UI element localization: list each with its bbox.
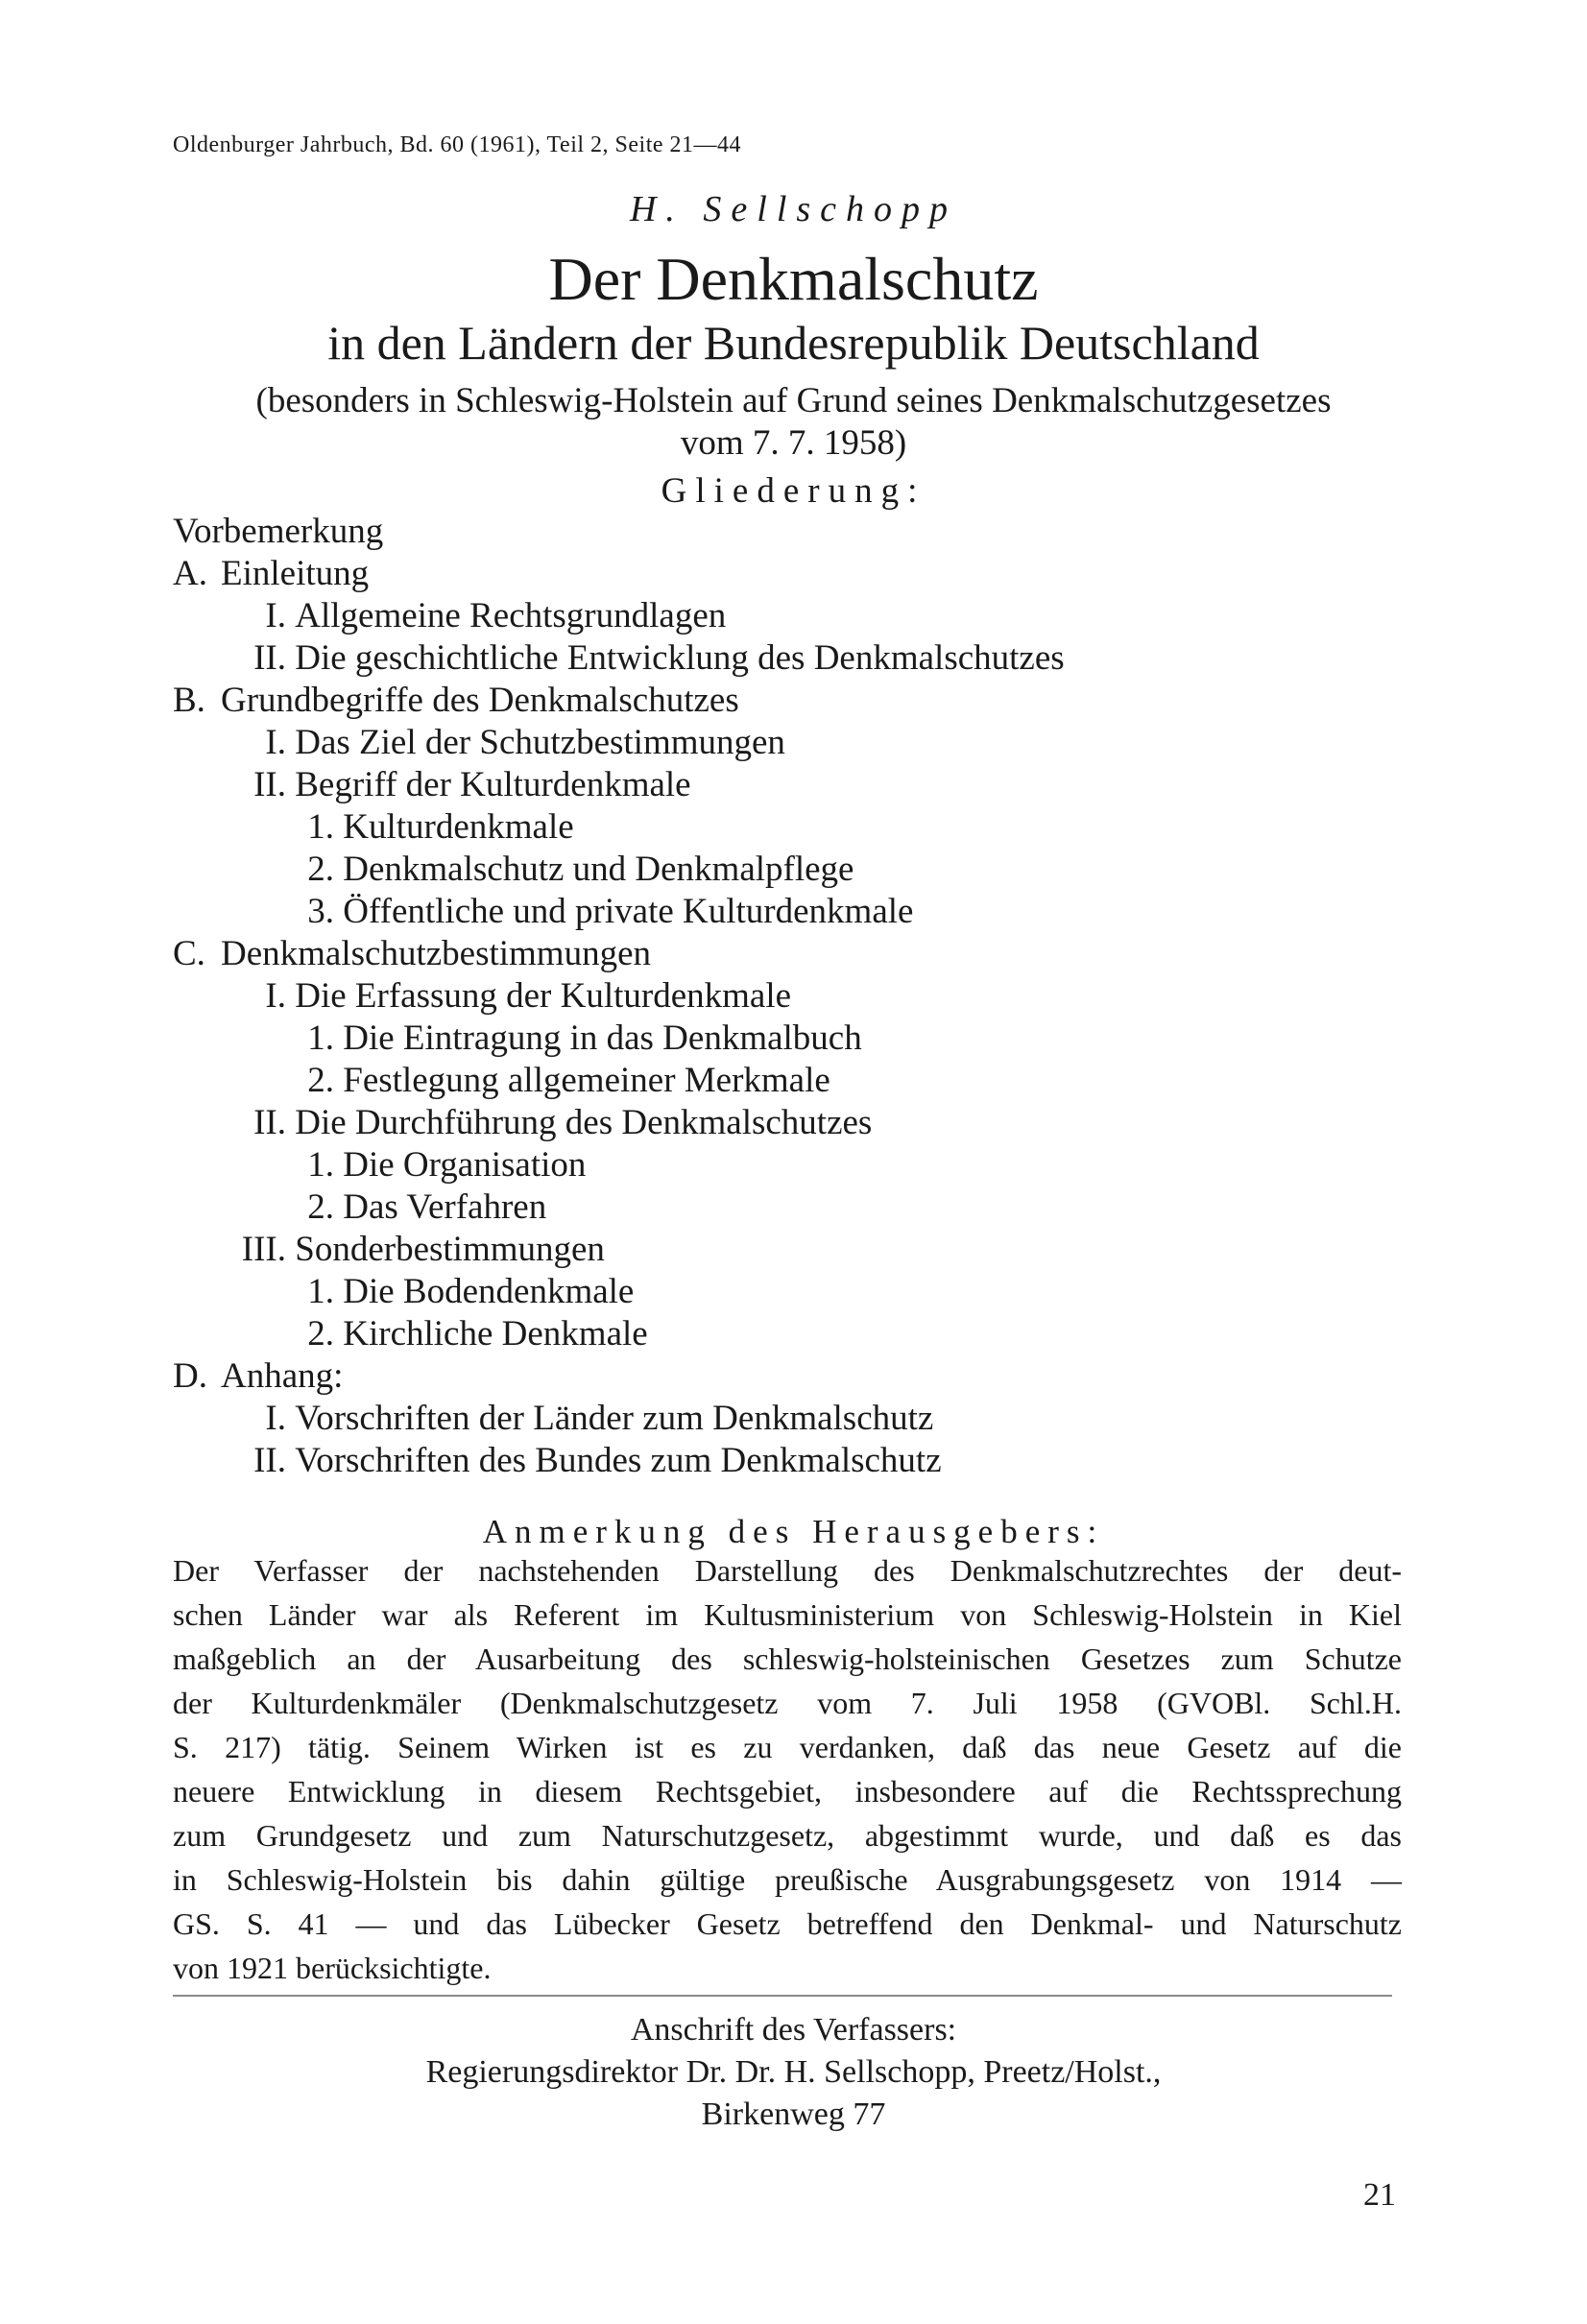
note-line: neuere Entwicklung in diesem Rechtsgebiet, insbesondere auf die Rechtssprechung (173, 1774, 1402, 1809)
toc-item (294, 1271, 634, 1312)
toc-text: Vorschriften des Bundes zum Denkmalschutz (295, 1441, 942, 1480)
toc-number: 1. (307, 1018, 334, 1058)
toc-item (294, 806, 574, 848)
toc-item (173, 553, 369, 594)
toc-number: III. (241, 1230, 286, 1269)
toc-item (294, 1018, 862, 1059)
note-line: Der Verfasser der nachstehenden Darstellung des Denkmalschutzrechtes der deut- (173, 1553, 1402, 1588)
toc-item (217, 595, 726, 636)
page-number: 21 (1363, 2177, 1396, 2213)
toc-text: Die Organisation (343, 1145, 587, 1185)
toc-text: Grundbegriffe des Denkmalschutzes (221, 681, 739, 720)
toc-number: I. (265, 976, 286, 1016)
note-line: schen Länder war als Referent im Kultusministerium von Schleswig-Holstein in Kiel (173, 1597, 1402, 1632)
toc-item (173, 680, 739, 721)
address-label: Anschrift des Verfassers: (630, 2012, 957, 2048)
toc-text: Anhang: (221, 1356, 344, 1396)
toc-item (294, 1313, 648, 1354)
note-line: S. 217) tätig. Seinem Wirken ist es zu verdanken, daß das neue Gesetz auf die (173, 1730, 1402, 1764)
note-line: zum Grundgesetz und zum Naturschutzgesetz, abgestimmt wurde, und daß es das (173, 1818, 1402, 1853)
toc-text: Allgemeine Rechtsgrundlagen (295, 596, 727, 635)
toc-item (173, 1355, 343, 1397)
toc-text: Kirchliche Denkmale (343, 1314, 648, 1354)
toc-text: Denkmalschutzbestimmungen (221, 934, 652, 973)
toc-number: A. (173, 554, 207, 593)
toc-number: B. (173, 681, 205, 720)
toc-number: II. (253, 765, 286, 804)
page-title: Der Denkmalschutz (548, 245, 1039, 313)
note-line: von 1921 berücksichtigte. (173, 1951, 492, 1985)
toc-item (217, 722, 785, 763)
toc-text: Kulturdenkmale (343, 807, 574, 847)
toc-text: Vorschriften der Länder zum Denkmalschutz (295, 1399, 934, 1438)
separator-rule (173, 1995, 1392, 1997)
toc-item (294, 1186, 546, 1228)
toc-item (217, 1102, 872, 1143)
toc-number: D. (173, 1356, 207, 1396)
toc-text: Die Durchführung des Denkmalschutzes (295, 1103, 873, 1142)
toc-item (294, 1144, 586, 1186)
note-line: der Kulturdenkmäler (Denkmalschutzgesetz vom 7. Juli 1958 (GVOBl. Schl.H. (173, 1686, 1402, 1720)
toc-item (294, 891, 913, 932)
address-street: Birkenweg 77 (701, 2096, 886, 2132)
toc-text: Die Eintragung in das Denkmalbuch (343, 1018, 862, 1058)
toc-text: Die Erfassung der Kulturdenkmale (295, 976, 792, 1016)
toc-text: Das Ziel der Schutzbestimmungen (295, 723, 785, 762)
toc-number: 2. (307, 850, 334, 889)
page-subtitle-note: (besonders in Schleswig-Holstein auf Grund seines Denkmalschutzgesetzes (255, 381, 1332, 420)
toc-text: Einleitung (221, 554, 370, 593)
toc-number: II. (253, 1441, 286, 1480)
address-name: Regierungsdirektor Dr. Dr. H. Sellschopp, Preetz/Holst., (425, 2054, 1162, 2090)
note-line: GS. S. 41 — und das Lübecker Gesetz betreffend den Denkmal- und Naturschutz (173, 1906, 1402, 1941)
editor-note-heading: Anmerkung des Herausgebers: (482, 1513, 1105, 1550)
toc-number: 1. (307, 807, 334, 847)
note-line: maßgeblich an der Ausarbeitung des schleswig-holsteinischen Gesetzes zum Schutze (173, 1641, 1402, 1676)
law-date: vom 7. 7. 1958) (680, 423, 907, 463)
toc-text: Die geschichtliche Entwicklung des Denkmalschutzes (295, 638, 1065, 678)
toc-number: 1. (307, 1145, 334, 1185)
author-name: H. Sellschopp (629, 189, 958, 229)
toc-number: I. (265, 723, 286, 762)
toc-number: I. (265, 1399, 286, 1438)
toc-number: 2. (307, 1187, 334, 1227)
journal-source-line: Oldenburger Jahrbuch, Bd. 60 (1961), Teil 2, Seite 21—44 (173, 132, 742, 157)
toc-text: Das Verfahren (343, 1187, 547, 1227)
toc-number: II. (253, 1103, 286, 1142)
toc-number: 3. (307, 892, 334, 931)
toc-item (217, 975, 791, 1017)
toc-text: Begriff der Kulturdenkmale (295, 765, 691, 804)
toc-item (217, 764, 691, 805)
toc-item (217, 1440, 942, 1481)
outline-heading: Gliederung: (661, 471, 926, 511)
toc-number: 2. (307, 1061, 334, 1100)
toc-text: Die Bodendenkmale (343, 1272, 635, 1311)
toc-number: C. (173, 934, 205, 973)
toc-text: Vorbemerkung (173, 512, 384, 551)
toc-text: Denkmalschutz und Denkmalpflege (343, 850, 854, 889)
toc-item (217, 637, 1065, 679)
toc-number: 2. (307, 1314, 334, 1354)
toc-number: I. (265, 596, 286, 635)
note-line: in Schleswig-Holstein bis dahin gültige preußische Ausgrabungsgesetz von 1914 — (173, 1862, 1402, 1897)
toc-item (173, 933, 651, 974)
toc-item (173, 511, 383, 552)
toc-number: II. (253, 638, 286, 678)
toc-item (217, 1229, 605, 1270)
toc-text: Festlegung allgemeiner Merkmale (343, 1061, 830, 1100)
page-subtitle: in den Ländern der Bundesrepublik Deutschland (327, 316, 1260, 370)
toc-item (217, 1398, 933, 1439)
toc-item (294, 1060, 830, 1101)
toc-item (294, 849, 854, 890)
toc-text: Sonderbestimmungen (295, 1230, 605, 1269)
toc-number: 1. (307, 1272, 334, 1311)
toc-text: Öffentliche und private Kulturdenkmale (343, 892, 914, 931)
